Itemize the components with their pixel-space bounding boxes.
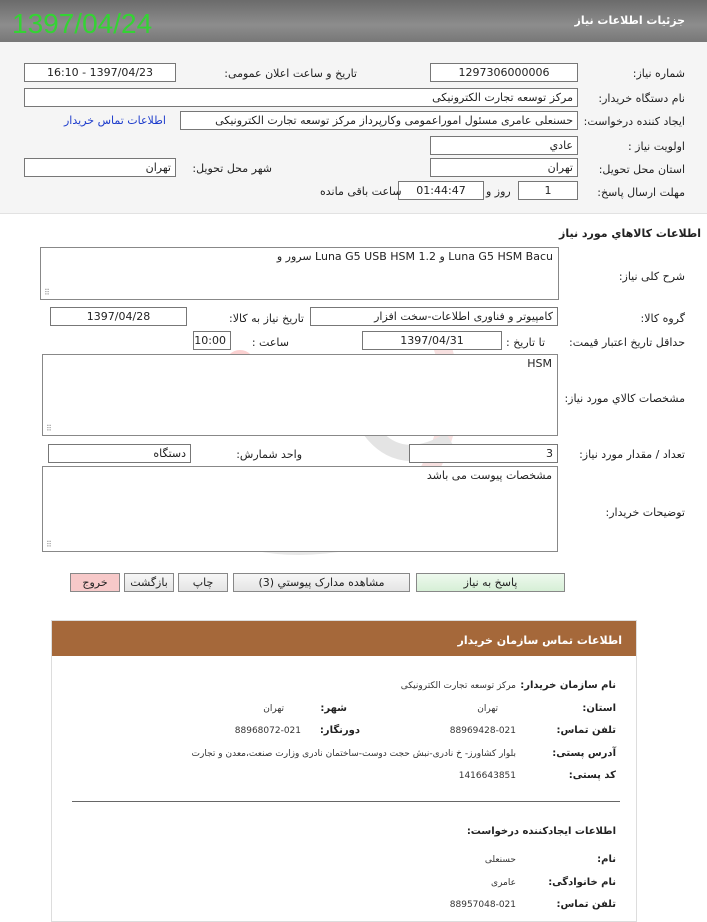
resize-grip-icon[interactable]: ⠿ xyxy=(46,424,52,433)
date-overlay: 1397/04/24 xyxy=(12,8,153,39)
reply-button[interactable]: پاسخ به نیاز xyxy=(416,573,565,592)
validity-label: حداقل تاریخ اعتبار قیمت: xyxy=(569,336,685,349)
city-label: شهر محل تحویل: xyxy=(192,162,272,175)
days-word: روز و xyxy=(486,185,511,198)
requester-label: ایجاد کننده درخواست: xyxy=(583,115,685,128)
time-field[interactable]: 10:00 xyxy=(193,331,231,350)
city-value: تهران xyxy=(263,704,284,714)
phone-value: 88969428-021 xyxy=(449,726,516,736)
resize-grip-icon[interactable]: ⠿ xyxy=(46,540,52,549)
org-value: مرکز توسعه تجارت الکترونیکی xyxy=(400,681,516,691)
unit-field[interactable]: دستگاه xyxy=(48,444,191,463)
province-label: استان محل تحویل: xyxy=(598,163,685,176)
province-field[interactable]: تهران xyxy=(430,158,578,177)
address-label: آدرس پستی: xyxy=(552,748,616,759)
name-label: نام: xyxy=(597,854,616,865)
divider xyxy=(72,801,620,802)
announce-field[interactable]: 1397/04/23 - 16:10 xyxy=(24,63,176,82)
postal-label: کد پستی: xyxy=(568,770,616,781)
spec-label: مشخصات کالاي مورد نياز: xyxy=(564,392,685,405)
province-value: تهران xyxy=(477,704,498,714)
priority-field[interactable]: عادي xyxy=(430,136,578,155)
unit-label: واحد شمارش: xyxy=(236,448,302,461)
fax-label: دورنگار: xyxy=(319,725,360,736)
announce-label: تاریخ و ساعت اعلان عمومی: xyxy=(224,67,357,80)
back-button[interactable]: بازگشت xyxy=(124,573,174,592)
goods-section-title: اطلاعات کالاهاي مورد نياز xyxy=(559,227,701,240)
spec-text: HSM xyxy=(527,357,552,370)
fax-value: 88968072-021 xyxy=(234,726,301,736)
org-label: نام سازمان خریدار: xyxy=(520,680,616,691)
desc-textarea[interactable] xyxy=(40,247,559,300)
title-bar xyxy=(0,0,707,42)
notes-text: مشخصات پیوست می باشد xyxy=(426,469,552,482)
requester-info-title: اطلاعات ایجادکننده درخواست: xyxy=(466,826,616,837)
address-value: بلوار کشاورز- خ نادری-نبش حجت دوست-ساختمان نادری وزارت صنعت،معدن و تجارت xyxy=(191,749,516,759)
phone-label: تلفن تماس: xyxy=(556,725,616,736)
deadline-label: مهلت ارسال پاسخ: xyxy=(597,186,685,199)
city-label: شهر: xyxy=(320,703,347,714)
postal-value: 1416643851 xyxy=(458,771,516,781)
resize-grip-icon[interactable]: ⠿ xyxy=(44,288,50,297)
requester-field[interactable]: حسنعلی عامری مسئول اموراعمومی وکارپرداز مرکز توسعه تجارت الکترونیکی xyxy=(180,111,578,130)
spec-textarea[interactable] xyxy=(42,354,558,436)
qty-label: تعداد / مقدار مورد نیاز: xyxy=(579,448,685,461)
desc-text: سرور و Luna G5 USB HSM 1.2 و Luna G5 HSM Bacu xyxy=(276,250,553,263)
need-date-field[interactable]: 1397/04/28 xyxy=(50,307,187,326)
until-label: تا تاریخ : xyxy=(506,336,545,349)
buyer-contact-link[interactable]: اطلاعات تماس خریدار xyxy=(64,114,166,127)
requester-phone-value: 88957048-021 xyxy=(449,900,516,910)
buyer-contact-card xyxy=(51,620,637,922)
deadline-days-field[interactable]: 1 xyxy=(518,181,578,200)
requester-phone-label: تلفن تماس: xyxy=(556,899,616,910)
group-label: گروه کالا: xyxy=(640,312,685,325)
family-label: نام خانوادگی: xyxy=(548,877,616,888)
province-label: استان: xyxy=(582,703,616,714)
need-date-label: تاریخ نیاز به کالا: xyxy=(229,312,304,325)
desc-label: شرح کلی نیاز: xyxy=(618,270,685,283)
exit-button[interactable]: خروج xyxy=(70,573,120,592)
contact-card-title: اطلاعات تماس سازمان خریدار xyxy=(52,621,636,656)
priority-label: اولویت نیاز : xyxy=(627,140,685,153)
city-field[interactable]: تهران xyxy=(24,158,176,177)
qty-field[interactable]: 3 xyxy=(409,444,558,463)
print-button[interactable]: چاپ xyxy=(178,573,228,592)
notes-textarea[interactable] xyxy=(42,466,558,552)
need-number-field[interactable]: 1297306000006 xyxy=(430,63,578,82)
deadline-time-field[interactable]: 01:44:47 xyxy=(398,181,484,200)
buyer-field[interactable]: مرکز توسعه تجارت الکترونیکی xyxy=(24,88,578,107)
remaining-label: ساعت باقی مانده xyxy=(320,185,402,198)
validity-date-field[interactable]: 1397/04/31 xyxy=(362,331,502,350)
time-label: ساعت : xyxy=(251,336,289,349)
view-documents-button[interactable]: مشاهده مدارک پیوستي (3) xyxy=(233,573,410,592)
page-title: جزئیات اطلاعات نیاز xyxy=(574,14,685,27)
notes-label: توضیحات خریدار: xyxy=(605,506,685,519)
need-number-label: شماره نیاز: xyxy=(632,67,685,80)
buyer-label: نام دستگاه خریدار: xyxy=(598,92,685,105)
family-value: عامری xyxy=(491,878,516,888)
group-field[interactable]: کامپیوتر و فناوری اطلاعات-سخت افزار xyxy=(310,307,558,326)
name-value: حسنعلی xyxy=(484,855,516,865)
